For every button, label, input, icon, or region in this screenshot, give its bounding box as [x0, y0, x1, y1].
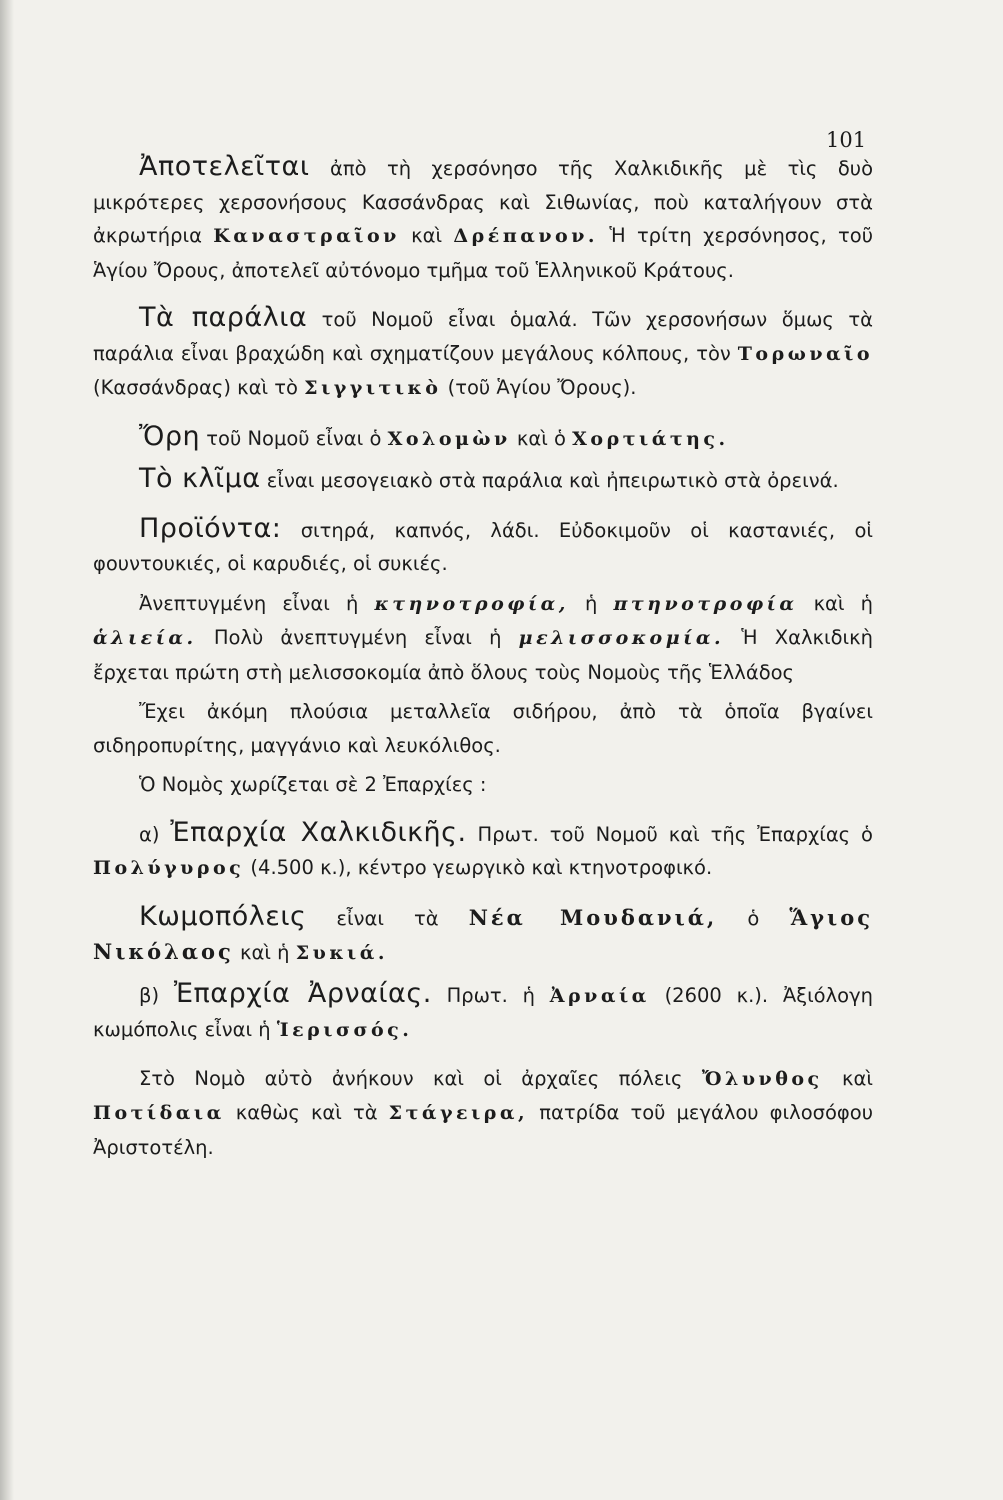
body-text: καὶ ἡ — [233, 941, 296, 964]
body-text: καὶ — [399, 224, 454, 247]
paragraph-products — [93, 512, 873, 581]
body-text: Ἔχει ἀκόμη πλούσια μεταλλεῖα σιδήρου, ἀπὸ τὰ ὁποῖα βγαίνει σιδηροπυρίτης, μαγγάνιο καὶ λευκόλιθος. — [93, 700, 873, 757]
section-heading: Κωμοπόλεις — [139, 900, 307, 932]
place-name: Συκιά. — [295, 942, 388, 964]
body-text: Πολὺ ἀνεπτυγμένη εἶναι ἡ — [196, 626, 519, 649]
body-text: Στὸ Νομὸ αὐτὸ ἀνήκουν καὶ οἱ ἀρχαῖες πόλεις — [139, 1066, 702, 1090]
paragraph-coast — [93, 301, 873, 406]
section-heading: Ἐπαρχία Ἀρναίας. — [173, 977, 432, 1009]
place-name: Ἀρναία — [549, 984, 650, 1007]
emphasized-term: μελισσοκομία. — [518, 627, 725, 649]
place-name: Χορτιάτης. — [572, 427, 729, 450]
body-text: Πρωτ. τοῦ Νομοῦ καὶ τῆς Ἐπαρχίας ὁ — [466, 822, 873, 846]
body-text: ἡ — [568, 591, 614, 615]
emphasized-term: κτηνοτροφία, — [374, 592, 569, 615]
body-text: ὁ — [717, 906, 790, 930]
body-text: Ὁ Νομὸς χωρίζεται σὲ 2 Ἐπαρχίες : — [139, 773, 487, 796]
body-text: Ἡ Χαλκιδικὴ ἔρχεται πρώτη στὴ μελισσοκομία ἀπὸ ὅλους τοὺς Νομοὺς τῆς Ἑλλάδος — [93, 626, 873, 684]
section-heading: Ὄρη — [139, 420, 201, 452]
emphasized-term: ἁλιεία. — [93, 627, 197, 649]
body-text: (τοῦ Ἁγίου Ὄρους). — [441, 376, 637, 399]
place-name: Ἅγιος Νικόλαος — [93, 904, 873, 964]
paragraph-minerals — [93, 695, 873, 762]
place-name: Δρέπανον. — [453, 225, 599, 247]
section-heading: Ἐπαρχία Χαλκιδικῆς. — [170, 816, 467, 848]
paragraph-mountains — [93, 420, 873, 457]
body-text: Πρωτ. ἡ — [431, 983, 550, 1007]
place-name: Χολομὼν — [387, 427, 511, 450]
section-heading: Ἀποτελεῖται — [139, 151, 310, 182]
section-heading: Τὰ παράλια — [139, 302, 308, 333]
place-name: Σιγγιτικὸ — [304, 377, 442, 399]
place-name: Ἱερισσός. — [276, 1019, 413, 1041]
emphasized-term: πτηνοτροφία — [613, 592, 798, 615]
section-heading: Προϊόντα: — [139, 512, 282, 544]
body-text: (2600 κ.). Ἀξιόλογη κωμόπολις εἶναι ἡ — [93, 983, 873, 1041]
body-text: καὶ ὁ — [510, 426, 573, 450]
body-text: (Κασσάνδρας) καὶ τὸ — [93, 376, 305, 399]
body-text: ἀπὸ τὴ χερσόνησο τῆς Χαλκιδικῆς μὲ τὶς δυὸ μικρότερες χερσονήσους Κασσάνδρας καὶ Σιθωνίας, ποὺ καταλήγουν στὰ ἀκρωτήρια — [93, 157, 873, 247]
body-text: Ἀνεπτυγμένη εἶναι ἡ — [139, 591, 375, 615]
paragraph-province-arnaia — [93, 977, 873, 1048]
paragraph-geography — [93, 150, 873, 287]
paragraph-provinces-intro — [93, 768, 873, 802]
place-name: Ποτίδαια — [93, 1102, 225, 1124]
page-number: 101 — [826, 128, 867, 152]
place-name: Πολύγυρος — [93, 857, 245, 879]
paragraph-livestock — [93, 587, 873, 690]
page-body — [93, 150, 873, 1164]
place-name: Στάγειρα, — [388, 1102, 529, 1124]
paragraph-towns — [93, 900, 873, 971]
body-text: πατρίδα τοῦ μεγάλου φιλοσόφου Ἀριστοτέλη. — [93, 1101, 873, 1159]
body-text: τοῦ Νομοῦ εἶναι ὁμαλά. Τῶν χερσονήσων ὅμως τὰ παράλια εἶναι βραχώδη καὶ σχηματίζουν μεγάλους κόλπους, τὸν — [93, 308, 873, 365]
body-text: καὶ — [822, 1066, 873, 1090]
list-marker: α) — [139, 822, 171, 846]
body-text: εἶναι τὰ — [306, 906, 469, 930]
section-heading: Τὸ κλῖμα — [139, 463, 261, 494]
body-text: (4.500 κ.), κέντρο γεωργικὸ καὶ κτηνοτροφικό. — [244, 856, 713, 879]
place-name: Ὄλυνθος — [701, 1067, 823, 1090]
paragraph-province-chalkidiki — [93, 816, 873, 886]
page-edge-shadow — [0, 0, 14, 1500]
body-text: καθὼς καὶ τὰ — [224, 1101, 389, 1124]
place-name: Καναστραῖον — [213, 225, 400, 247]
list-marker: β) — [139, 983, 174, 1007]
body-text: καὶ ἡ — [797, 591, 873, 615]
body-text: Ἡ τρίτη χερσόνησος, τοῦ Ἁγίου Ὄρους, ἀποτελεῖ αὐτόνομο τμῆμα τοῦ Ἑλληνικοῦ Κράτους. — [93, 224, 873, 282]
paragraph-ancient-cities — [93, 1062, 873, 1165]
paragraph-climate — [93, 462, 873, 498]
place-name: Τορωναῖο — [737, 342, 873, 365]
body-text: τοῦ Νομοῦ εἶναι ὁ — [200, 426, 388, 450]
body-text: εἶναι μεσογειακὸ στὰ παράλια καὶ ἠπειρωτικὸ στὰ ὀρεινά. — [260, 469, 839, 492]
place-name: Νέα Μουδανιά, — [468, 904, 718, 930]
body-text: σιτηρά, καπνός, λάδι. Εὐδοκιμοῦν οἱ καστανιές, οἱ φουντουκιές, οἱ καρυδιές, οἱ συκιές. — [93, 518, 873, 575]
